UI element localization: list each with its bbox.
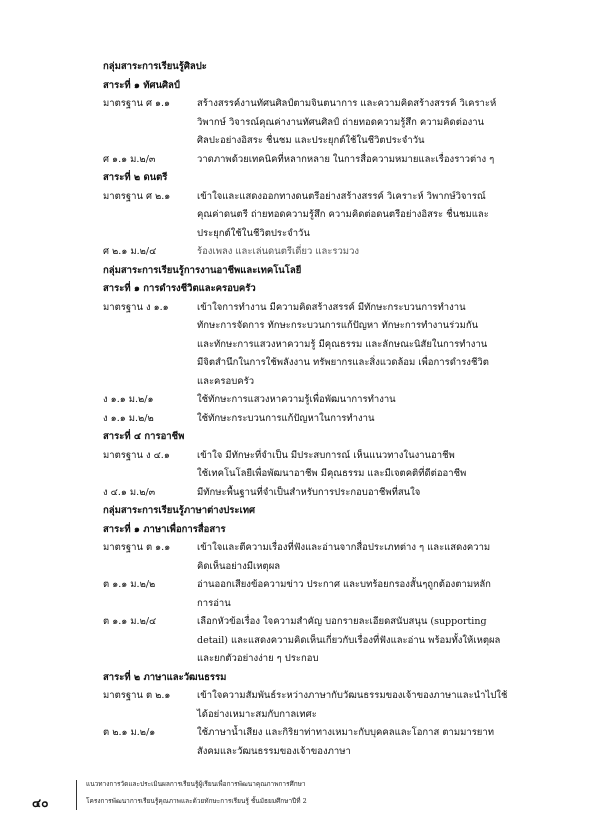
page-footer xyxy=(0,776,595,816)
continuation-text: คุณค่าดนตรี ถ่ายทอดความรู้สึก ความคิดต่อดนตรีอย่างอิสระ ชื่นชมและ xyxy=(197,209,489,220)
continuation-line xyxy=(0,336,595,355)
standard-code: มาตรฐาน ศ ๑.๑ xyxy=(103,98,171,109)
learning-area-heading: กลุ่มสาระการเรียนรู้การงานอาชีพและเทคโนโลยี xyxy=(103,264,302,276)
continuation-text: ได้อย่างเหมาะสมกับกาลเทศะ xyxy=(197,708,317,720)
standard-text: เข้าใจการทำงาน มีความคิดสร้างสรรค์ มีทักษะกระบวนการทำงาน xyxy=(197,301,466,313)
continuation-line xyxy=(0,650,595,669)
standard-row xyxy=(0,687,595,706)
indicator-code: ศ ๒.๑ ม.๒/๔ xyxy=(103,246,157,257)
indicator-row xyxy=(0,484,595,503)
indicator-text: ใช้ทักษะกระบวนการแก้ปัญหาในการทำงาน xyxy=(197,412,375,424)
continuation-line xyxy=(0,225,595,244)
standard-code: มาตรฐาน ง ๔.๑ xyxy=(103,449,170,461)
indicator-code: ต ๒.๑ ม.๒/๑ xyxy=(103,727,156,738)
document-body xyxy=(0,58,595,761)
standard-text: เข้าใจและตีความเรื่องที่ฟังและอ่านจากสื่อประเภทต่าง ๆ และแสดงความ xyxy=(197,542,491,553)
indicator-text: ร้องเพลง และเล่นดนตรีเดี่ยว และรวมวง xyxy=(197,246,360,257)
indicator-text: อ่านออกเสียงข้อความข่าว ประกาศ และบทร้อยกรองสั้นๆถูกต้องตามหลัก xyxy=(197,579,491,590)
footer-line-2: โครงการพัฒนาการเรียนรู้คุณภาพและด้วยทักษะการเรียนรู้ ชั้นมัธยมศึกษาปีที่ 2 xyxy=(86,797,307,805)
continuation-line xyxy=(0,373,595,392)
indicator-code: ศ ๑.๑ ม.๒/๓ xyxy=(103,153,156,165)
strand-heading: สาระที่ ๑ ทัศนศิลป์ xyxy=(103,79,180,91)
continuation-line xyxy=(0,743,595,762)
indicator-text: ใช้ทักษะการแสวงหาความรู้เพื่อพัฒนาการทำงาน xyxy=(197,394,396,405)
standard-code: มาตรฐาน ต ๑.๑ xyxy=(103,542,171,553)
continuation-line xyxy=(0,595,595,614)
page-number: ๔๐ xyxy=(32,796,49,810)
continuation-text: detail) และแสดงความคิดเห็นเกี่ยวกับเรื่องที่ฟังและอ่าน พร้อมทั้งให้เหตุผล xyxy=(197,634,501,646)
indicator-code: ต ๑.๑ ม.๒/๒ xyxy=(103,579,156,590)
continuation-text: และยกตัวอย่างง่าย ๆ ประกอบ xyxy=(197,653,319,664)
continuation-text: สังคมและวัฒนธรรมของเจ้าของภาษา xyxy=(197,745,351,757)
continuation-text: มีจิตสำนึกในการใช้พลังงาน ทรัพยากรและสิ่งแวดล้อม เพื่อการดำรงชีวิต xyxy=(197,357,489,368)
standard-text: เข้าใจและแสดงออกทางดนตรีอย่างสร้างสรรค์ วิเคราะห์ วิพากษ์วิจารณ์ xyxy=(197,190,486,202)
standard-row xyxy=(0,95,595,114)
indicator-text: วาดภาพด้วยเทคนิคที่หลากหลาย ในการสื่อความหมายและเรื่องราวต่าง ๆ xyxy=(197,153,495,165)
footer-divider xyxy=(76,780,77,810)
continuation-line xyxy=(0,114,595,133)
indicator-row xyxy=(0,391,595,410)
indicator-row xyxy=(0,243,595,262)
learning-area-heading: กลุ่มสาระการเรียนรู้ภาษาต่างประเทศ xyxy=(103,505,255,516)
continuation-line xyxy=(0,706,595,725)
standard-code: มาตรฐาน ต ๒.๑ xyxy=(103,690,171,701)
strand-heading: สาระที่ ๑ ภาษาเพื่อการสื่อสาร xyxy=(103,523,226,535)
indicator-row xyxy=(0,613,595,632)
continuation-text: คิดเห็นอย่างมีเหตุผล xyxy=(197,560,281,572)
continuation-text: ใช้เทคโนโลยีเพื่อพัฒนาอาชีพ มีคุณธรรม และมีเจตคติที่ดีต่ออาชีพ xyxy=(197,468,467,479)
strand-heading: สาระที่ ๑ การดำรงชีวิตและครอบครัว xyxy=(103,283,256,294)
standard-row xyxy=(0,539,595,558)
standard-row xyxy=(0,447,595,466)
indicator-text: ใช้ภาษาน้ำเสียง และกิริยาท่าทางเหมาะกับบุคคลและโอกาส ตามมารยาท xyxy=(197,727,494,738)
indicator-row xyxy=(0,151,595,170)
indicator-row xyxy=(0,576,595,595)
standard-row xyxy=(0,299,595,318)
learning-area-heading: กลุ่มสาระการเรียนรู้ศิลปะ xyxy=(103,61,207,72)
indicator-code: ต ๑.๑ ม.๒/๔ xyxy=(103,616,157,627)
indicator-row xyxy=(0,724,595,743)
continuation-line xyxy=(0,132,595,151)
indicator-text: มีทักษะพื้นฐานที่จำเป็นสำหรับการประกอบอาชีพที่สนใจ xyxy=(197,486,421,498)
continuation-text: และทักษะการแสวงหาความรู้ มีคุณธรรม และลักษณะนิสัยในการทำงาน xyxy=(197,338,488,350)
standard-row xyxy=(0,188,595,207)
standard-text: เข้าใจความสัมพันธ์ระหว่างภาษากับวัฒนธรรมของเจ้าของภาษาและนำไปใช้ xyxy=(197,690,508,701)
continuation-text: ทักษะการจัดการ ทักษะกระบวนการแก้ปัญหา ทักษะการทำงานร่วมกัน xyxy=(197,320,479,331)
strand-heading: สาระที่ ๒ ดนตรี xyxy=(103,172,168,183)
indicator-code: ง ๔.๑ ม.๒/๓ xyxy=(103,486,156,498)
footer-line-1: แนวทางการวัดและประเมินผลการเรียนรู้ผู้เรียนเพื่อการพัฒนาคุณภาพการศึกษา xyxy=(86,780,306,788)
indicator-text: เลือกหัวข้อเรื่อง ใจความสำคัญ บอกรายละเอียดสนับสนุน (supporting xyxy=(197,616,487,627)
continuation-text: วิพากษ์ วิจารณ์คุณค่างานทัศนศิลป์ ถ่ายทอดความรู้สึก ความคิดต่องาน xyxy=(197,116,485,128)
continuation-text: ประยุกต์ใช้ในชีวิตประจำวัน xyxy=(197,227,310,239)
continuation-line xyxy=(0,317,595,336)
continuation-text: การอ่าน xyxy=(197,597,231,609)
continuation-text: ศิลปะอย่างอิสระ ชื่นชม และประยุกต์ใช้ในชีวิตประจำวัน xyxy=(197,135,425,146)
strand-heading: สาระที่ ๔ การอาชีพ xyxy=(103,431,185,442)
continuation-line xyxy=(0,354,595,373)
standard-text: สร้างสรรค์งานทัศนศิลป์ตามจินตนาการ และความคิดสร้างสรรค์ วิเคราะห์ xyxy=(197,98,497,109)
continuation-line xyxy=(0,558,595,577)
continuation-line xyxy=(0,465,595,484)
strand-heading: สาระที่ ๒ ภาษาและวัฒนธรรม xyxy=(103,671,227,683)
standard-code: มาตรฐาน ง ๑.๑ xyxy=(103,301,169,313)
indicator-code: ง ๑.๑ ม.๒/๑ xyxy=(103,394,154,405)
indicator-row xyxy=(0,410,595,429)
standard-text: เข้าใจ มีทักษะที่จำเป็น มีประสบการณ์ เห็นแนวทางในงานอาชีพ xyxy=(197,449,455,461)
standard-code: มาตรฐาน ศ ๒.๑ xyxy=(103,190,171,202)
continuation-line xyxy=(0,632,595,651)
continuation-text: และครอบครัว xyxy=(197,375,255,387)
indicator-code: ง ๑.๑ ม.๒/๒ xyxy=(103,412,154,424)
continuation-line xyxy=(0,206,595,225)
